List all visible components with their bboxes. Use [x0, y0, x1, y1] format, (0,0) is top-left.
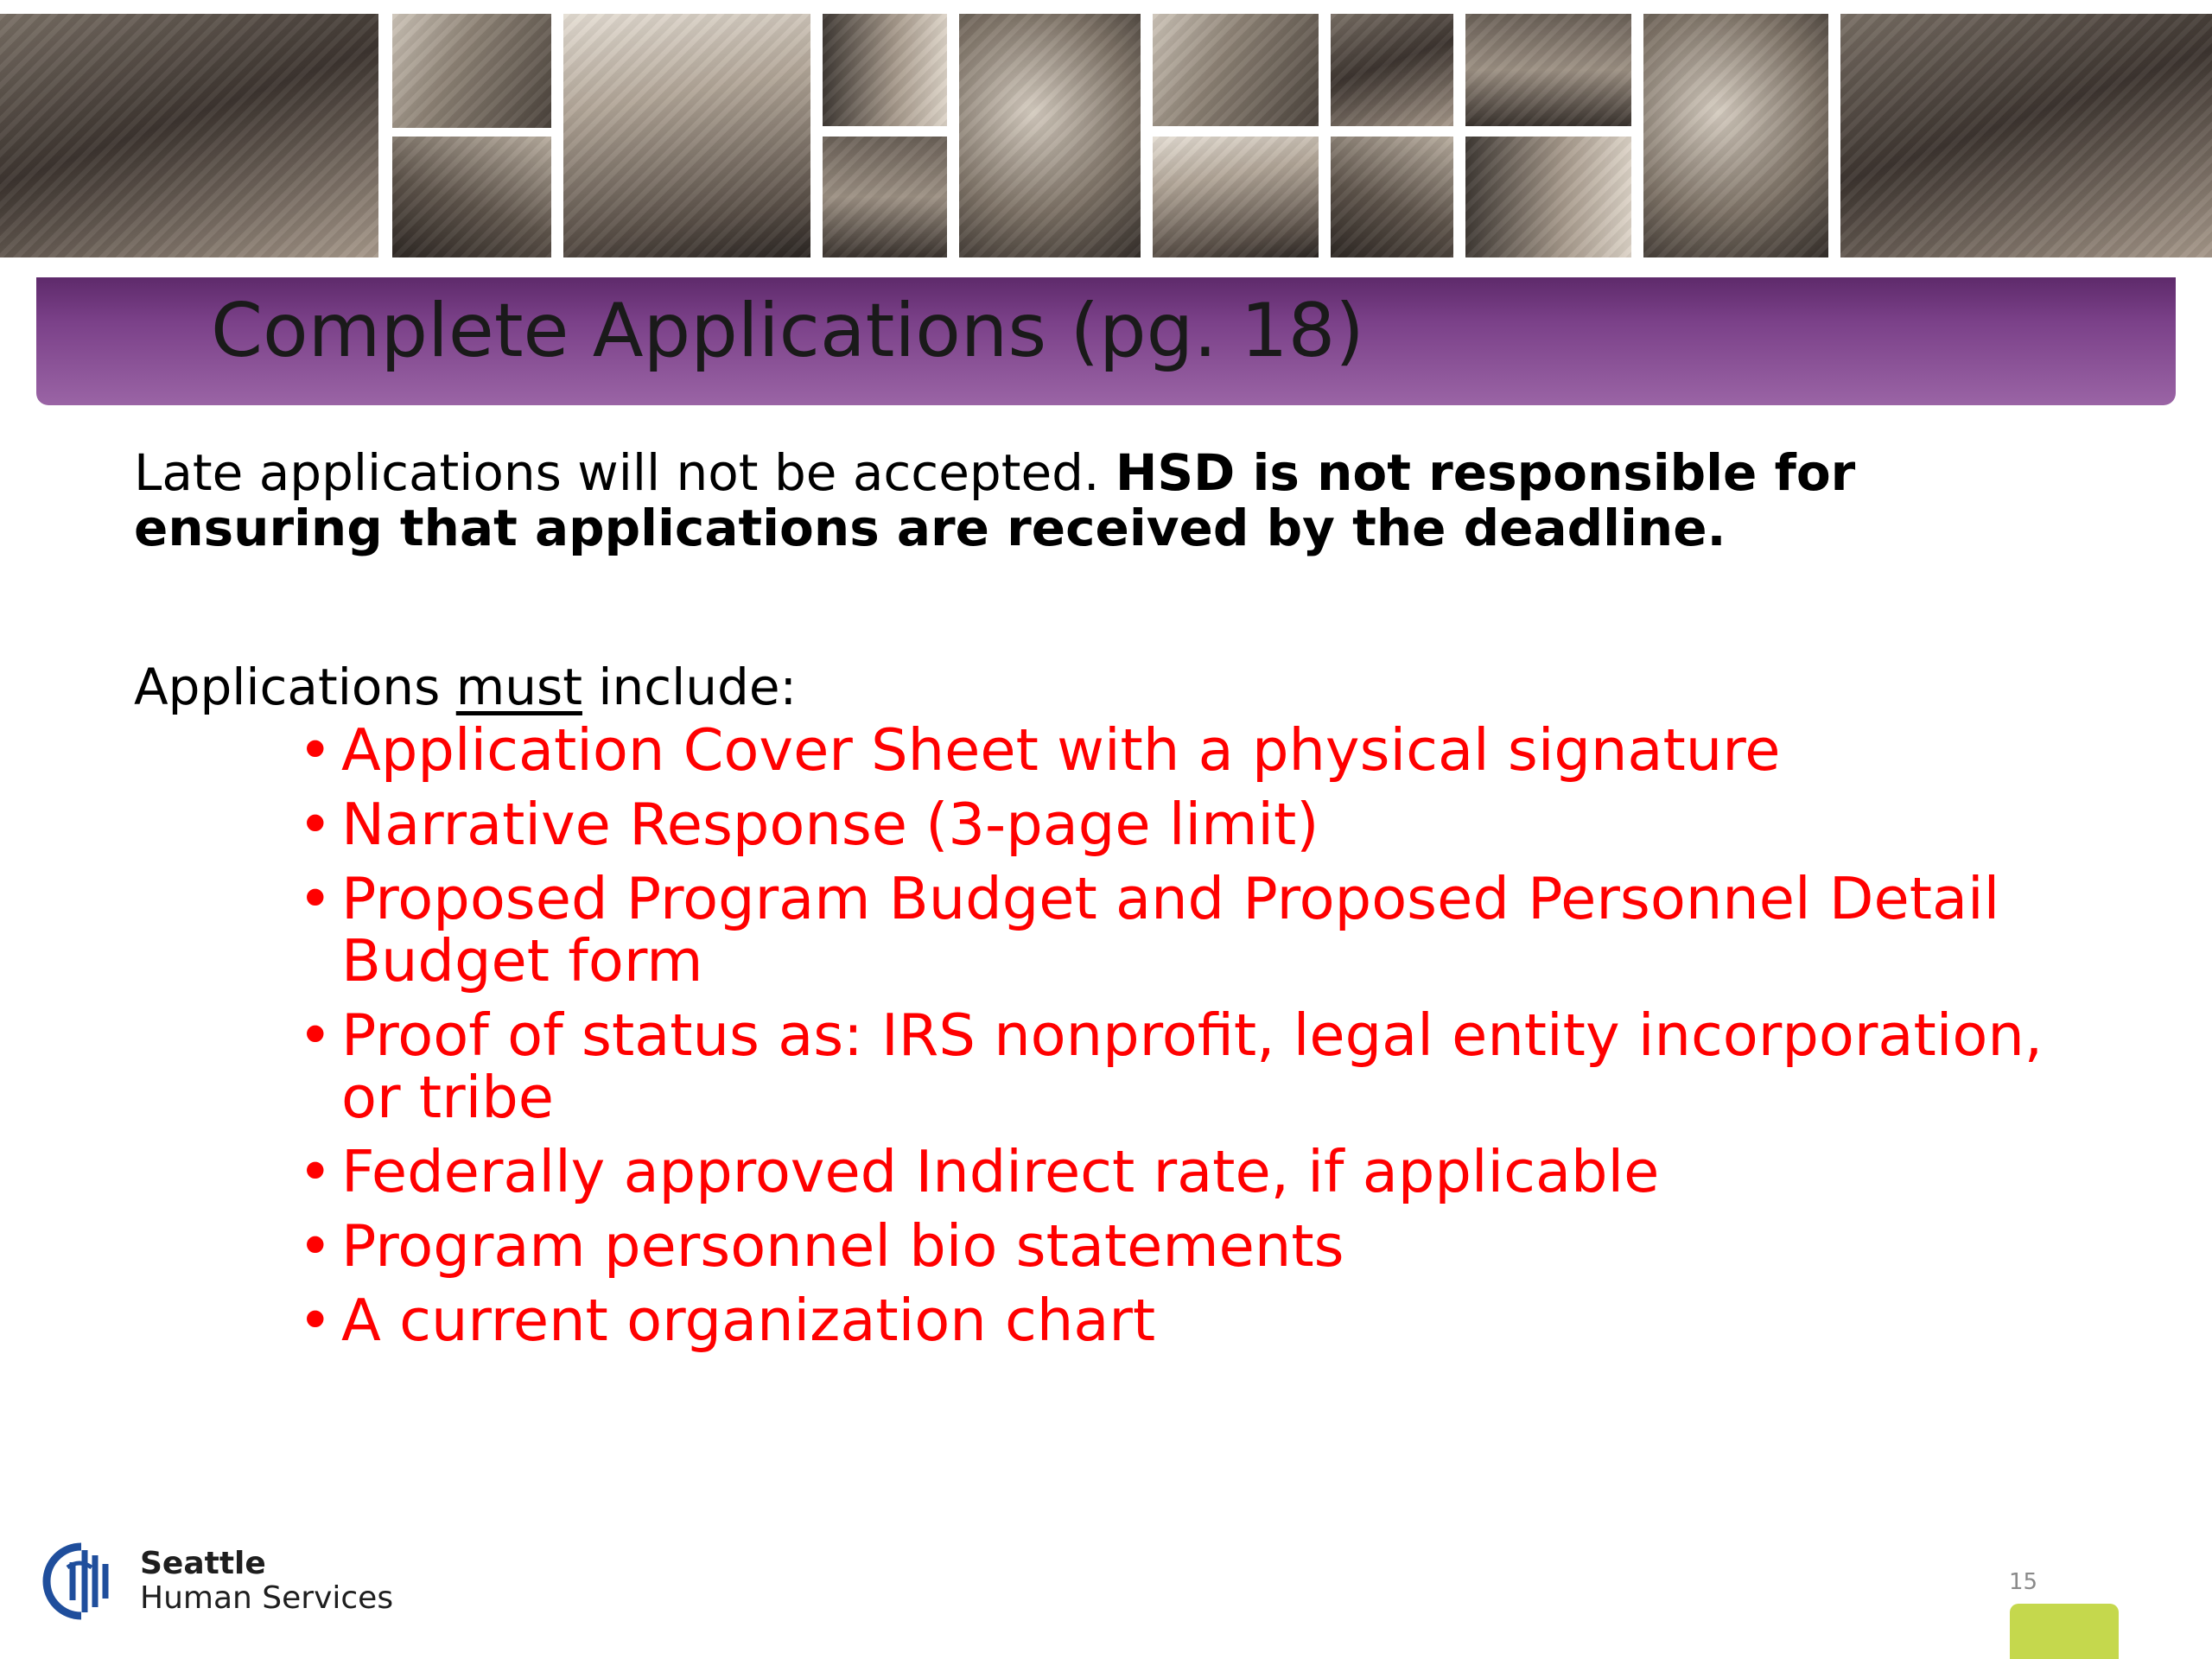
bullet-icon: •: [298, 716, 333, 784]
sleeping-kids-photo: [823, 14, 947, 126]
auditorium-crowd-photo: [1840, 14, 2212, 257]
bullet-icon: •: [298, 1212, 333, 1280]
requirements-list: [298, 716, 2113, 1354]
requirement-budget: [298, 865, 2113, 995]
requirement-text: Application Cover Sheet with a physical signature: [341, 716, 1781, 784]
slide-title: Complete Applications (pg. 18): [211, 288, 1364, 374]
late-notice-text: Late applications will not be accepted.: [134, 443, 1116, 502]
child-drawing-photo: [392, 14, 551, 128]
photo-banner: [0, 14, 2212, 257]
family-portrait-photo: [0, 14, 378, 257]
office-meeting-photo: [1331, 137, 1453, 257]
responsibility-disclaimer: HSD is not responsible for ensuring that applications are received by the deadline.: [134, 443, 1856, 557]
class-photo: [1465, 137, 1631, 257]
seattle-logo-icon: [41, 1541, 128, 1621]
requirement-text: Proposed Program Budget and Proposed Personnel Detail Budget form: [341, 865, 2000, 995]
requirement-text: Federally approved Indirect rate, if applicable: [341, 1138, 1660, 1205]
bullet-icon: •: [298, 1287, 333, 1354]
group-meeting-photo: [1153, 14, 1319, 126]
poster-presentation-photo: [563, 14, 810, 257]
bullet-icon: •: [298, 1138, 333, 1205]
requirement-text: Narrative Response (3-page limit): [341, 791, 1319, 858]
page-tab: [2010, 1604, 2119, 1659]
requirement-text: Proof of status as: IRS nonprofit, legal entity incorporation, or tribe: [341, 1001, 2044, 1131]
medical-exam-photo: [959, 14, 1141, 257]
requirement-narrative: [298, 791, 2113, 858]
org-wordmark: [140, 1547, 393, 1616]
must-suffix: include:: [582, 658, 798, 716]
market-photo: [1465, 14, 1631, 126]
requirement-proof-of-status: [298, 1001, 2113, 1131]
page-number: 15: [2009, 1569, 2038, 1595]
bullet-icon: •: [298, 1001, 333, 1069]
elder-women-photo: [1331, 14, 1453, 126]
requirement-cover-sheet: [298, 716, 2113, 784]
child-portrait-photo: [823, 137, 947, 257]
must-emphasis: must: [455, 658, 582, 716]
requirement-indirect-rate: [298, 1138, 2113, 1205]
food-bank-photo: [1643, 14, 1828, 257]
bullet-icon: •: [298, 791, 333, 858]
must-include-heading: [134, 657, 797, 717]
community-event-photo: [1153, 137, 1319, 257]
late-applications-notice: [134, 445, 2078, 556]
requirement-bio-statements: [298, 1212, 2113, 1280]
org-name-line2: Human Services: [140, 1580, 394, 1616]
must-prefix: Applications: [134, 658, 456, 716]
computer-kids-photo: [392, 137, 551, 257]
requirement-text: A current organization chart: [341, 1287, 1156, 1354]
org-name-line1: Seattle: [140, 1546, 266, 1581]
bullet-icon: •: [298, 865, 333, 932]
requirement-org-chart: [298, 1287, 2113, 1354]
title-bar: [36, 277, 2176, 405]
requirement-text: Program personnel bio statements: [341, 1212, 1344, 1280]
